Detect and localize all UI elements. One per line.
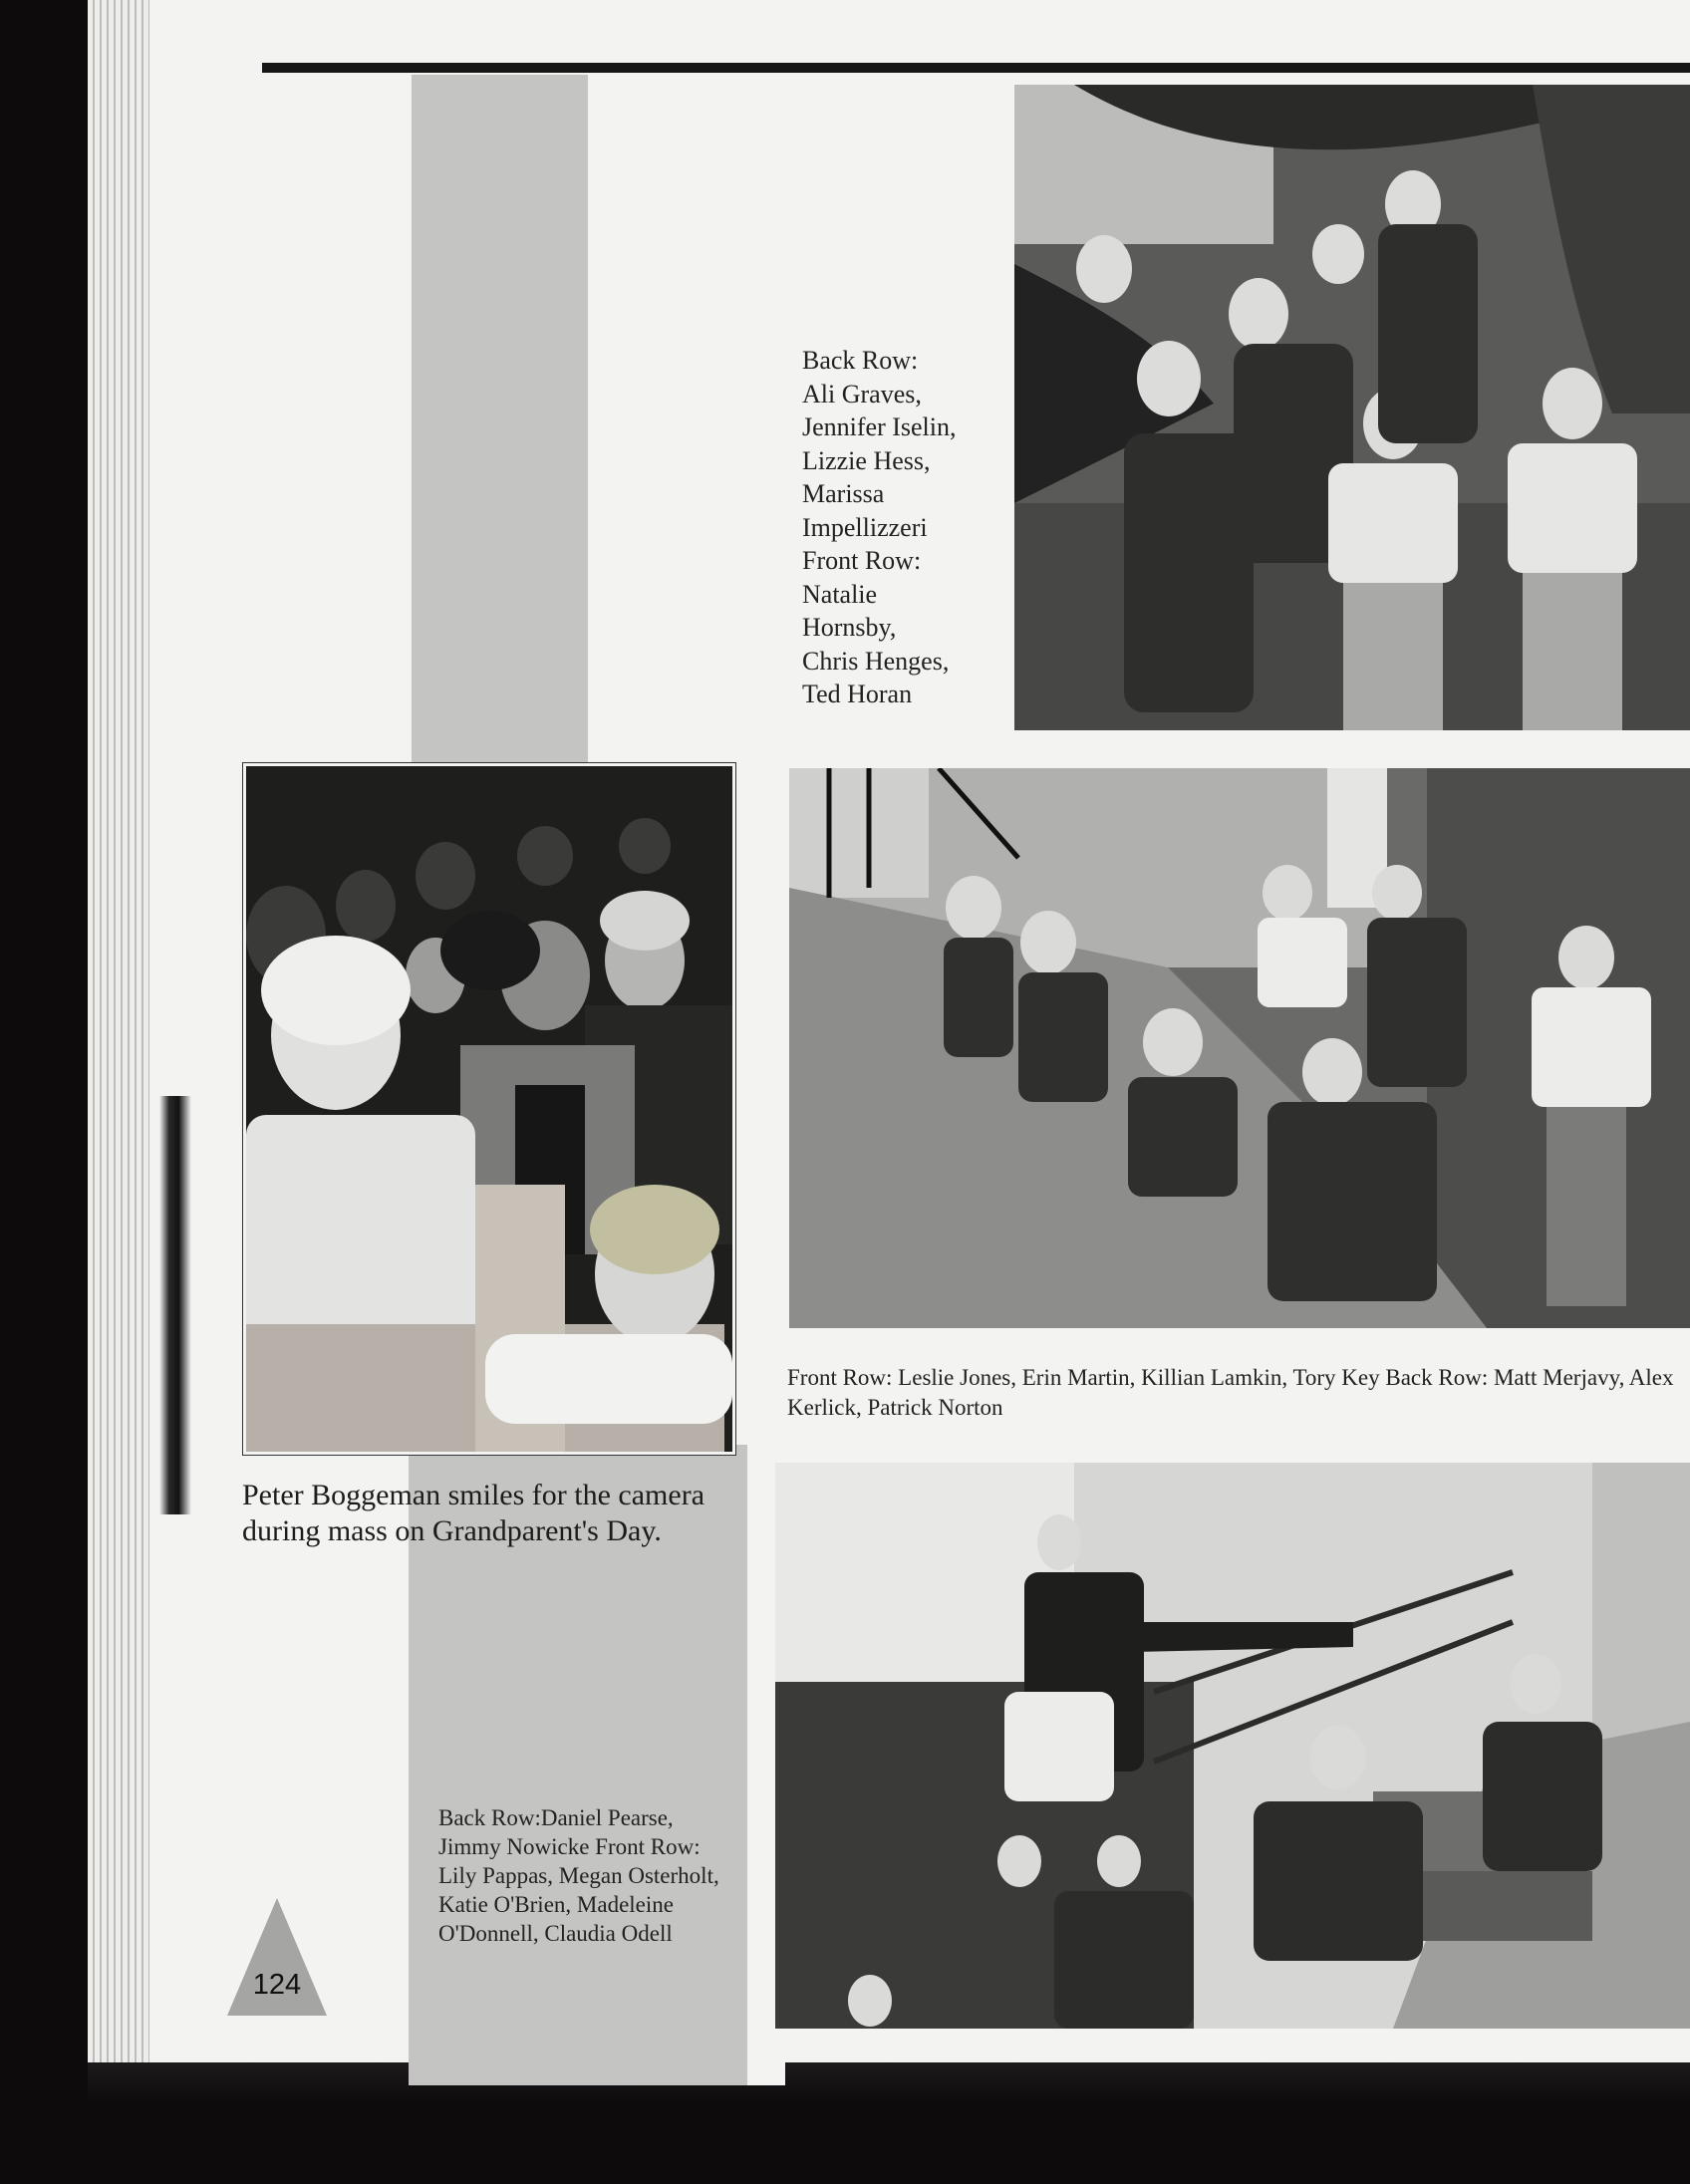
caption-line: Chris Henges,: [802, 646, 950, 676]
caption-line: Back Row:: [802, 346, 919, 375]
photo-slope-group: [789, 768, 1690, 1328]
caption-grandparents-day: Peter Boggeman smiles for the camera during mass on Grandparent's Day.: [242, 1479, 705, 1547]
caption-line: Hornsby,: [802, 613, 897, 642]
caption-steps-group: Back Row:Daniel Pearse, Jimmy Nowicke Front Row: Lily Pappas, Megan Osterholt, Katie O'Brien, Madeleine O'Donnell, Claudia Odell: [438, 1805, 719, 1946]
caption-line: Marissa: [802, 479, 885, 508]
caption-line: Ted Horan: [802, 680, 913, 708]
binding-shadow: [159, 1096, 191, 1514]
page-number: 124: [252, 1969, 302, 2001]
caption-line: Ali Graves,: [802, 379, 922, 409]
caption-line: Lizzie Hess,: [802, 445, 931, 475]
top-rule: [262, 63, 1690, 73]
photo-grandparents-day: [243, 763, 735, 1455]
caption-line: Jennifer Iselin,: [802, 412, 957, 441]
caption-line: Front Row:: [802, 546, 922, 575]
page-bottom-shadow: [88, 2062, 1690, 2102]
caption-slope-group: Front Row: Leslie Jones, Erin Martin, Killian Lamkin, Tory Key Back Row: Matt Merjavy, Alex Kerlick, Patrick Norton: [787, 1365, 1674, 1420]
caption-line: Natalie: [802, 579, 878, 609]
photo-steps-group: [775, 1463, 1690, 2029]
caption-line: Impellizzeri: [802, 512, 928, 542]
photo-tree-group: [1014, 85, 1690, 730]
caption-tree-group: [802, 344, 1001, 711]
